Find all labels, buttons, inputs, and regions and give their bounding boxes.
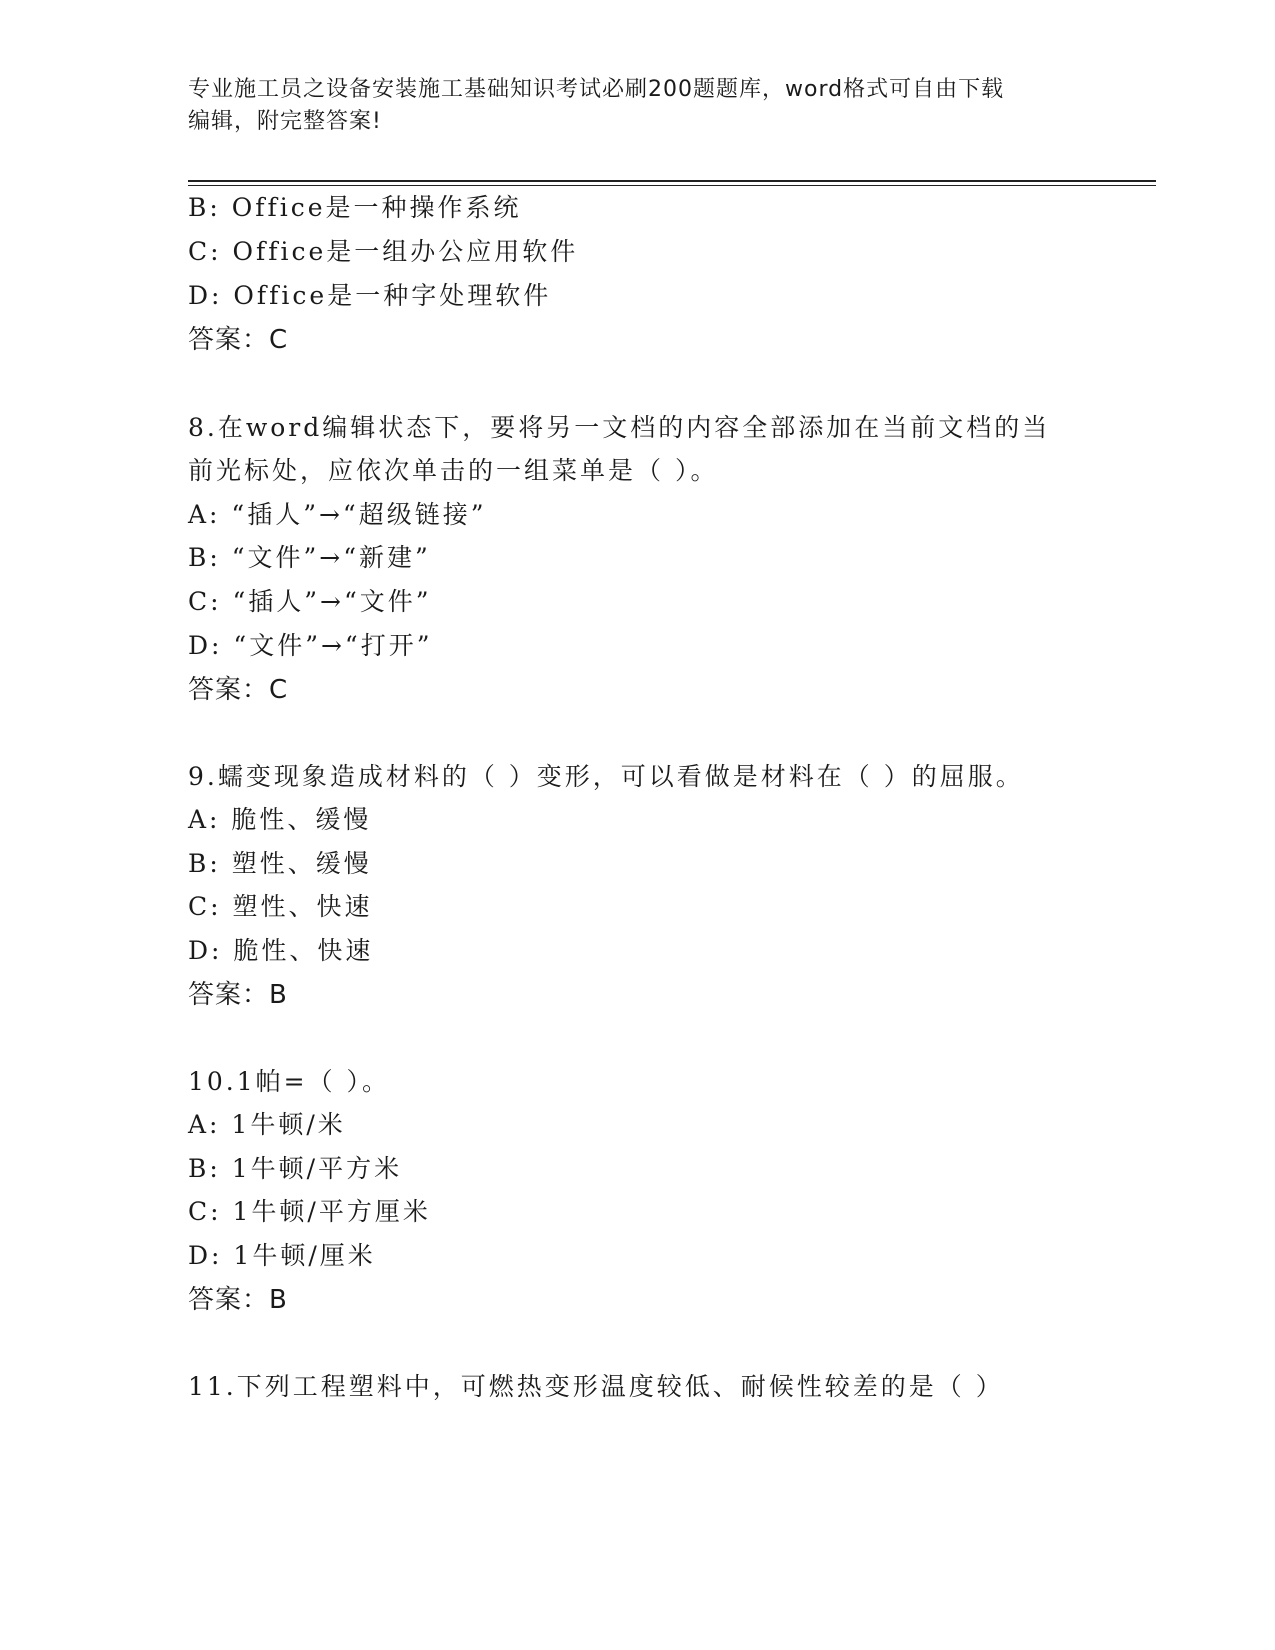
q8-answer: 答案：C xyxy=(188,675,289,705)
q10-answer: 答案：B xyxy=(188,1285,288,1315)
q8-option-d: D: “文件”→“打开” xyxy=(188,631,433,660)
q9-stem: 9.蠕变现象造成材料的（ ）变形，可以看做是材料在（ ）的屈服。 xyxy=(188,762,1024,791)
q7-option-c: C: Office是一组办公应用软件 xyxy=(188,237,579,266)
q7-answer: 答案：C xyxy=(188,325,289,355)
q9-option-b: B: 塑性、缓慢 xyxy=(188,849,372,878)
header-title-line-2: 编辑，附完整答案! xyxy=(188,109,382,134)
q9-option-c: C: 塑性、快速 xyxy=(188,892,373,921)
document-header xyxy=(188,74,1068,138)
q10-stem: 10.1帕=（ ）。 xyxy=(188,1067,391,1096)
q10-option-a: A: 1牛顿/米 xyxy=(188,1110,346,1139)
q8-option-a: A: “插人”→“超级链接” xyxy=(188,500,487,529)
q10-option-c: C: 1牛顿/平方厘米 xyxy=(188,1197,431,1226)
q10-option-b: B: 1牛顿/平方米 xyxy=(188,1154,403,1183)
q7-option-d: D: Office是一种字处理软件 xyxy=(188,281,552,310)
q9-option-a: A: 脆性、缓慢 xyxy=(188,805,372,834)
q7-option-b: B: Office是一种操作系统 xyxy=(188,193,522,222)
header-title-line-1: 专业施工员之设备安装施工基础知识考试必刷200题题库，word格式可自由下载 xyxy=(188,77,1005,102)
q9-answer: 答案：B xyxy=(188,980,288,1010)
q9-option-d: D: 脆性、快速 xyxy=(188,936,374,965)
header-divider-thick xyxy=(188,180,1156,182)
q10-option-d: D: 1牛顿/厘米 xyxy=(188,1241,376,1270)
header-divider-thin xyxy=(188,185,1156,186)
q8-stem-line-2: 前光标处，应依次单击的一组菜单是（ ）。 xyxy=(188,456,719,485)
q11-stem: 11.下列工程塑料中，可燃热变形温度较低、耐候性较差的是（ ） xyxy=(188,1372,1004,1401)
q8-stem-line-1: 8.在word编辑状态下，要将另一文档的内容全部添加在当前文档的当 xyxy=(188,413,1051,442)
q8-option-b: B: “文件”→“新建” xyxy=(188,543,431,572)
q8-option-c: C: “插人”→“文件” xyxy=(188,587,432,616)
